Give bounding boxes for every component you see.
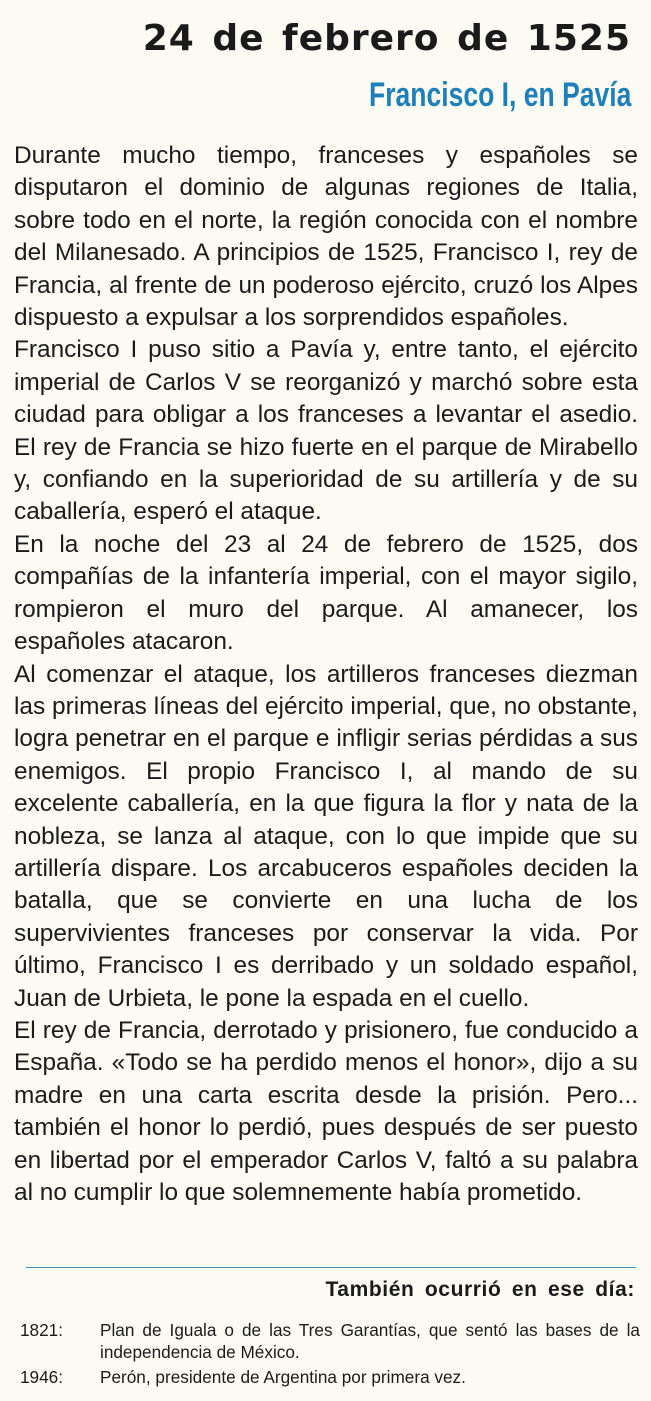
event-item [20,1319,640,1363]
events-list [20,1319,640,1391]
body-paragraph: El rey de Francia, derrotado y prisionero, fue conducido a España. «Todo se ha perdido menos el honor», dijo a su madre en una carta escrita desde la prisión. Pero... también el honor lo perdió, pues después de ser puesto en libertad por el emperador Carlos V, faltó a su palabra al no cumplir lo que solemnemente había prometido. [14,1016,638,1206]
also-heading: También ocurrió en ese día: [325,1278,635,1301]
body-paragraph: En la noche del 23 al 24 de febrero de 1525, dos compañías de la infantería imperial, con el mayor sigilo, rompieron el muro del parque. Al amanecer, los españoles atacaron. [14,530,638,656]
page-date-title: 24 de febrero de 1525 [142,18,631,59]
event-year: 1946: [20,1367,64,1387]
page-subtitle: Francisco I, en Pavía [368,76,631,114]
section-divider [26,1267,636,1268]
body-paragraph: Francisco I puso sitio a Pavía y, entre tanto, el ejército imperial de Carlos V se reorganizó y marchó sobre esta ciudad para obligar a los franceses a levantar el asedio. El rey de Francia se hizo fuerte en el parque de Mirabello y, confiando en la superioridad de su artillería y de su caballería, esperó el ataque. [14,336,638,526]
body-paragraph: Al comenzar el ataque, los artilleros franceses diezman las primeras líneas del ejército imperial, que, no obstante, logra penetrar en el parque e infligir serias pérdidas a sus enemigos. El propio Francisco I, al mando de su excelente caballería, en la que figura la flor y nata de la nobleza, se lanza al ataque, con lo que impide que su artillería dispare. Los arcabuceros españoles deciden la batalla, que se convierte en una lucha de los supervivientes franceses por conservar la vida. Por último, Francisco I es derribado y un soldado español, Juan de Urbieta, le pone la espada en el cuello. [14,660,638,1012]
event-year: 1821: [20,1320,64,1340]
event-text: Perón, presidente de Argentina por primera vez. [100,1367,466,1387]
event-text: Plan de Iguala o de las Tres Garantías, que sentó las bases de la independencia de México. [100,1320,640,1362]
event-item [20,1366,640,1388]
body-paragraph: Durante mucho tiempo, franceses y españoles se disputaron el dominio de algunas regiones de Italia, sobre todo en el norte, la región conocida con el nombre del Milanesado. A principios de 1525, Francisco I, rey de Francia, al frente de un poderoso ejército, cruzó los Alpes dispuesto a expulsar a los sorprendidos españoles. [14,142,638,332]
article-body [14,140,638,1209]
